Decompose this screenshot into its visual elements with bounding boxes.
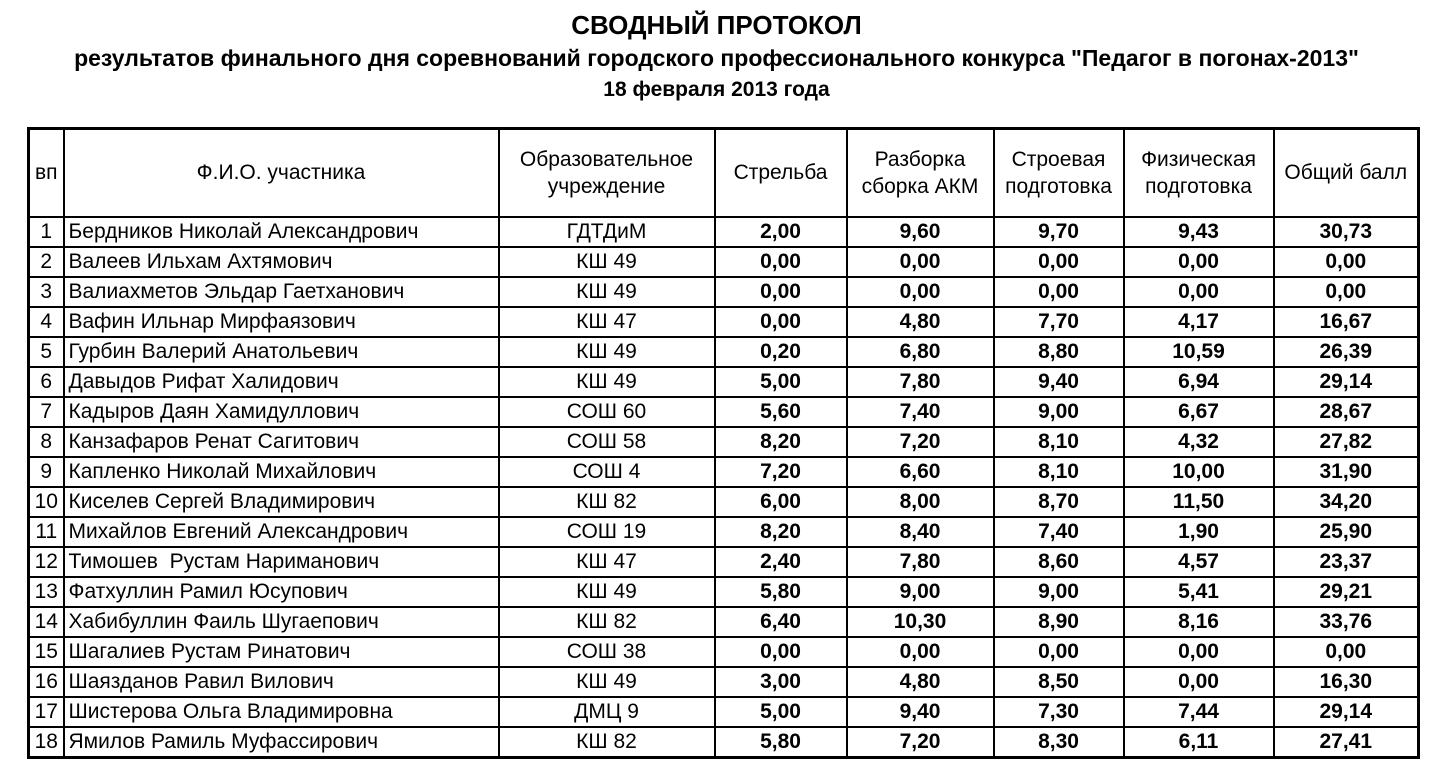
akm-cell: 7,80 bbox=[847, 547, 994, 577]
drill-cell: 9,40 bbox=[994, 367, 1124, 397]
table-row bbox=[29, 697, 1419, 727]
institution-cell: КШ 49 bbox=[499, 667, 715, 697]
shooting-cell: 6,00 bbox=[715, 487, 847, 517]
name-cell: Давыдов Рифат Халидович bbox=[64, 367, 499, 397]
physical-cell: 11,50 bbox=[1124, 487, 1274, 517]
akm-cell: 0,00 bbox=[847, 277, 994, 307]
name-cell: Бердников Николай Александрович bbox=[64, 217, 499, 247]
physical-cell: 1,90 bbox=[1124, 517, 1274, 547]
place-cell: 9 bbox=[29, 457, 64, 487]
name-cell: Шагалиев Рустам Ринатович bbox=[64, 637, 499, 667]
shooting-cell: 0,00 bbox=[715, 637, 847, 667]
akm-cell: 10,30 bbox=[847, 607, 994, 637]
total-cell: 0,00 bbox=[1274, 637, 1419, 667]
institution-cell: КШ 47 bbox=[499, 307, 715, 337]
akm-cell: 7,20 bbox=[847, 427, 994, 457]
place-cell: 16 bbox=[29, 667, 64, 697]
akm-cell: 0,00 bbox=[847, 247, 994, 277]
akm-cell: 8,00 bbox=[847, 487, 994, 517]
institution-cell: СОШ 58 bbox=[499, 427, 715, 457]
name-cell: Тимошев Рустам Нариманович bbox=[64, 547, 499, 577]
name-cell: Валеев Ильхам Ахтямович bbox=[64, 247, 499, 277]
column-header-place: вп bbox=[29, 129, 64, 218]
total-cell: 23,37 bbox=[1274, 547, 1419, 577]
place-cell: 6 bbox=[29, 367, 64, 397]
total-cell: 31,90 bbox=[1274, 457, 1419, 487]
name-cell: Канзафаров Ренат Сагитович bbox=[64, 427, 499, 457]
total-cell: 16,67 bbox=[1274, 307, 1419, 337]
institution-cell: КШ 82 bbox=[499, 607, 715, 637]
place-cell: 13 bbox=[29, 577, 64, 607]
name-cell: Фатхуллин Рамил Юсупович bbox=[64, 577, 499, 607]
drill-cell: 7,30 bbox=[994, 697, 1124, 727]
place-cell: 7 bbox=[29, 397, 64, 427]
place-cell: 4 bbox=[29, 307, 64, 337]
place-cell: 8 bbox=[29, 427, 64, 457]
akm-cell: 7,20 bbox=[847, 727, 994, 758]
akm-cell: 0,00 bbox=[847, 637, 994, 667]
shooting-cell: 0,00 bbox=[715, 247, 847, 277]
table-row bbox=[29, 517, 1419, 547]
physical-cell: 0,00 bbox=[1124, 277, 1274, 307]
drill-cell: 0,00 bbox=[994, 247, 1124, 277]
akm-cell: 9,00 bbox=[847, 577, 994, 607]
place-cell: 1 bbox=[29, 217, 64, 247]
shooting-cell: 2,00 bbox=[715, 217, 847, 247]
place-cell: 18 bbox=[29, 727, 64, 758]
table-row bbox=[29, 277, 1419, 307]
physical-cell: 9,43 bbox=[1124, 217, 1274, 247]
total-cell: 33,76 bbox=[1274, 607, 1419, 637]
table-row bbox=[29, 577, 1419, 607]
institution-cell: СОШ 4 bbox=[499, 457, 715, 487]
physical-cell: 0,00 bbox=[1124, 667, 1274, 697]
total-cell: 27,82 bbox=[1274, 427, 1419, 457]
table-row bbox=[29, 487, 1419, 517]
physical-cell: 7,44 bbox=[1124, 697, 1274, 727]
drill-cell: 8,90 bbox=[994, 607, 1124, 637]
total-cell: 25,90 bbox=[1274, 517, 1419, 547]
institution-cell: ДМЦ 9 bbox=[499, 697, 715, 727]
table-row bbox=[29, 727, 1419, 758]
name-cell: Хабибуллин Фаиль Шугаепович bbox=[64, 607, 499, 637]
shooting-cell: 0,20 bbox=[715, 337, 847, 367]
shooting-cell: 8,20 bbox=[715, 427, 847, 457]
physical-cell: 4,32 bbox=[1124, 427, 1274, 457]
drill-cell: 8,60 bbox=[994, 547, 1124, 577]
name-cell: Шистерова Ольга Владимировна bbox=[64, 697, 499, 727]
institution-cell: КШ 49 bbox=[499, 337, 715, 367]
akm-cell: 7,80 bbox=[847, 367, 994, 397]
akm-cell: 6,80 bbox=[847, 337, 994, 367]
physical-cell: 4,57 bbox=[1124, 547, 1274, 577]
place-cell: 11 bbox=[29, 517, 64, 547]
total-cell: 29,14 bbox=[1274, 367, 1419, 397]
column-header-akm: Разборка сборка АКМ bbox=[847, 129, 994, 218]
document-subtitle: результатов финального дня соревнований городского профессионального конкурса "Педагог в погонах-2013" bbox=[74, 45, 1359, 71]
table-row bbox=[29, 457, 1419, 487]
shooting-cell: 5,00 bbox=[715, 697, 847, 727]
table-row bbox=[29, 337, 1419, 367]
table-row bbox=[29, 607, 1419, 637]
shooting-cell: 0,00 bbox=[715, 307, 847, 337]
physical-cell: 0,00 bbox=[1124, 247, 1274, 277]
total-cell: 28,67 bbox=[1274, 397, 1419, 427]
name-cell: Киселев Сергей Владимирович bbox=[64, 487, 499, 517]
physical-cell: 6,94 bbox=[1124, 367, 1274, 397]
physical-cell: 6,67 bbox=[1124, 397, 1274, 427]
drill-cell: 9,00 bbox=[994, 397, 1124, 427]
drill-cell: 9,00 bbox=[994, 577, 1124, 607]
column-header-name: Ф.И.О. участника bbox=[64, 129, 499, 218]
document-date: 18 февраля 2013 года bbox=[603, 78, 830, 101]
institution-cell: ГДТДиМ bbox=[499, 217, 715, 247]
total-cell: 29,14 bbox=[1274, 697, 1419, 727]
place-cell: 2 bbox=[29, 247, 64, 277]
akm-cell: 6,60 bbox=[847, 457, 994, 487]
column-header-drill: Строевая подготовка bbox=[994, 129, 1124, 218]
column-header-shooting: Стрельба bbox=[715, 129, 847, 218]
institution-cell: КШ 82 bbox=[499, 727, 715, 758]
total-cell: 26,39 bbox=[1274, 337, 1419, 367]
drill-cell: 8,30 bbox=[994, 727, 1124, 758]
drill-cell: 0,00 bbox=[994, 277, 1124, 307]
drill-cell: 8,10 bbox=[994, 427, 1124, 457]
document-title: СВОДНЫЙ ПРОТОКОЛ bbox=[571, 10, 862, 40]
total-cell: 16,30 bbox=[1274, 667, 1419, 697]
column-header-institution: Образовательное учреждение bbox=[499, 129, 715, 218]
akm-cell: 8,40 bbox=[847, 517, 994, 547]
table-row bbox=[29, 397, 1419, 427]
place-cell: 12 bbox=[29, 547, 64, 577]
institution-cell: КШ 49 bbox=[499, 247, 715, 277]
place-cell: 15 bbox=[29, 637, 64, 667]
shooting-cell: 5,80 bbox=[715, 577, 847, 607]
physical-cell: 4,17 bbox=[1124, 307, 1274, 337]
total-cell: 0,00 bbox=[1274, 247, 1419, 277]
akm-cell: 9,40 bbox=[847, 697, 994, 727]
table-row bbox=[29, 637, 1419, 667]
total-cell: 27,41 bbox=[1274, 727, 1419, 758]
place-cell: 14 bbox=[29, 607, 64, 637]
shooting-cell: 0,00 bbox=[715, 277, 847, 307]
drill-cell: 8,80 bbox=[994, 337, 1124, 367]
institution-cell: СОШ 38 bbox=[499, 637, 715, 667]
physical-cell: 8,16 bbox=[1124, 607, 1274, 637]
total-cell: 34,20 bbox=[1274, 487, 1419, 517]
physical-cell: 10,59 bbox=[1124, 337, 1274, 367]
name-cell: Капленко Николай Михайлович bbox=[64, 457, 499, 487]
table-row bbox=[29, 667, 1419, 697]
institution-cell: КШ 82 bbox=[499, 487, 715, 517]
column-header-physical: Физическая подготовка bbox=[1124, 129, 1274, 218]
document-header bbox=[0, 0, 1433, 105]
total-cell: 30,73 bbox=[1274, 217, 1419, 247]
shooting-cell: 5,80 bbox=[715, 727, 847, 758]
akm-cell: 9,60 bbox=[847, 217, 994, 247]
name-cell: Шаязданов Равил Вилович bbox=[64, 667, 499, 697]
name-cell: Валиахметов Эльдар Гаетханович bbox=[64, 277, 499, 307]
name-cell: Ямилов Рамиль Муфассирович bbox=[64, 727, 499, 758]
institution-cell: СОШ 60 bbox=[499, 397, 715, 427]
physical-cell: 6,11 bbox=[1124, 727, 1274, 758]
place-cell: 10 bbox=[29, 487, 64, 517]
institution-cell: СОШ 19 bbox=[499, 517, 715, 547]
table-row bbox=[29, 547, 1419, 577]
drill-cell: 8,10 bbox=[994, 457, 1124, 487]
drill-cell: 9,70 bbox=[994, 217, 1124, 247]
name-cell: Вафин Ильнар Мирфаязович bbox=[64, 307, 499, 337]
name-cell: Кадыров Даян Хамидуллович bbox=[64, 397, 499, 427]
physical-cell: 0,00 bbox=[1124, 637, 1274, 667]
shooting-cell: 2,40 bbox=[715, 547, 847, 577]
table-body bbox=[29, 217, 1419, 758]
name-cell: Михайлов Евгений Александрович bbox=[64, 517, 499, 547]
physical-cell: 5,41 bbox=[1124, 577, 1274, 607]
akm-cell: 4,80 bbox=[847, 667, 994, 697]
drill-cell: 8,50 bbox=[994, 667, 1124, 697]
place-cell: 3 bbox=[29, 277, 64, 307]
shooting-cell: 8,20 bbox=[715, 517, 847, 547]
table-row bbox=[29, 247, 1419, 277]
drill-cell: 7,70 bbox=[994, 307, 1124, 337]
drill-cell: 8,70 bbox=[994, 487, 1124, 517]
shooting-cell: 6,40 bbox=[715, 607, 847, 637]
column-header-total: Общий балл bbox=[1274, 129, 1419, 218]
total-cell: 0,00 bbox=[1274, 277, 1419, 307]
drill-cell: 0,00 bbox=[994, 637, 1124, 667]
results-table bbox=[27, 127, 1420, 759]
institution-cell: КШ 49 bbox=[499, 577, 715, 607]
shooting-cell: 5,00 bbox=[715, 367, 847, 397]
place-cell: 17 bbox=[29, 697, 64, 727]
place-cell: 5 bbox=[29, 337, 64, 367]
akm-cell: 4,80 bbox=[847, 307, 994, 337]
institution-cell: КШ 49 bbox=[499, 277, 715, 307]
name-cell: Гурбин Валерий Анатольевич bbox=[64, 337, 499, 367]
header-row bbox=[29, 129, 1419, 218]
total-cell: 29,21 bbox=[1274, 577, 1419, 607]
table-row bbox=[29, 217, 1419, 247]
institution-cell: КШ 47 bbox=[499, 547, 715, 577]
institution-cell: КШ 49 bbox=[499, 367, 715, 397]
drill-cell: 7,40 bbox=[994, 517, 1124, 547]
shooting-cell: 5,60 bbox=[715, 397, 847, 427]
akm-cell: 7,40 bbox=[847, 397, 994, 427]
table-row bbox=[29, 427, 1419, 457]
table-row bbox=[29, 367, 1419, 397]
shooting-cell: 3,00 bbox=[715, 667, 847, 697]
shooting-cell: 7,20 bbox=[715, 457, 847, 487]
physical-cell: 10,00 bbox=[1124, 457, 1274, 487]
table-row bbox=[29, 307, 1419, 337]
